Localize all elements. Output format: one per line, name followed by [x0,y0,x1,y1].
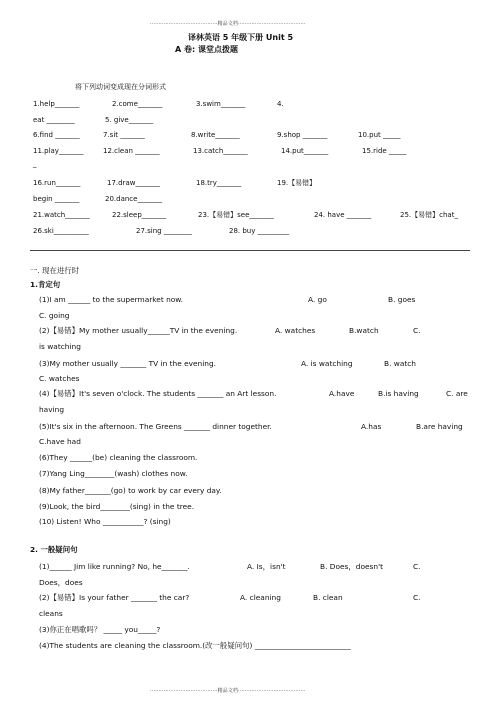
verb-item: 14.put_______ [281,147,329,155]
verb-item: 8.write_______ [191,131,240,139]
option-a: A. Is，isn't [247,562,286,571]
verb-item: 24. have _______ [314,211,372,219]
verb-item: 9.shop _______ [277,131,328,139]
question-text: (8)My father_______(go) to work by car every day. [39,486,222,495]
question-text: (3)你正在唱歌吗？ _____ you_____? [39,625,161,634]
question-text: (3)My mother usually _______ TV in the evening. [39,359,217,368]
worksheet-title: 译林英语 5 年级下册 Unit 5 [188,33,294,42]
verb-item: 27.sing ________ [136,227,192,235]
verb-item: begin _______ [33,195,80,203]
verb-item: 13.catch_______ [193,147,248,155]
option-b: B. clean [313,593,343,602]
option-c: C. going [39,311,70,320]
verb-item: 11.play_______ [33,147,84,155]
verb-item: 25.【易错】chat_ [400,211,458,219]
option-c: C.have had [39,437,81,446]
option-c: C. [413,326,421,335]
question-text: (2)【易错】My mother usually______TV in the evening. [39,326,238,335]
option-a: A. is watching [301,359,353,368]
verb-item: 26.ski__________ [33,227,89,235]
option-c-cont: Does，does [39,578,83,587]
option-a: A. cleaning [240,593,281,602]
question-text: (10) Listen! Who ___________? (sing) [39,517,171,526]
instruction-text: 将下列动词变成现在分词形式 [75,83,166,91]
option-b: B.is having [378,389,419,398]
option-c: C. watches [39,374,80,383]
question-text: (4)【易错】It's seven o'clock. The students _______ an Art lesson. [39,389,277,398]
question-text: (2)【易错】Is your father _______ the car? [39,593,190,602]
verb-item: 5. give_______ [105,116,154,124]
option-b: B. Does，doesn't [320,562,383,571]
subsection-heading: 2. 一般疑问句 [30,545,78,554]
section-divider [30,250,470,251]
page-header: ········································精品文档········································ [150,21,306,27]
verb-item: 3.swim_______ [196,100,246,108]
worksheet-subtitle: A 卷: 课堂点拨题 [175,45,238,54]
option-c: C. [413,562,421,571]
question-text: (4)The students are cleaning the classroom.(改一般疑问句) __________________________ [39,641,351,650]
verb-item: 10.put _____ [358,131,401,139]
verb-item: 28. buy _________ [229,227,290,235]
verb-item: 17.draw_______ [107,179,160,187]
verb-item: 21.watch_______ [33,211,90,219]
verb-item: 20.dance_______ [105,195,162,203]
verb-item: 23.【易错】see_______ [198,211,274,219]
section-heading: 一. 现在进行时 [30,266,80,275]
verb-item: 12.clean _______ [103,147,160,155]
question-text: (1)I am ______ to the supermarket now. [39,295,184,304]
verb-item: 4. [277,100,284,108]
verb-item: 15.ride _____ [362,147,407,155]
option-a: A.has [361,422,382,431]
option-c: C. [413,593,421,602]
verb-item: 2.come_______ [112,100,163,108]
option-b: B.watch [349,326,379,335]
verb-item: _ [33,160,37,168]
subsection-heading: 1.肯定句 [30,280,61,289]
verb-item: 7.sit _______ [103,131,145,139]
verb-item: 18.try_______ [196,179,242,187]
verb-item: 16.run_______ [33,179,81,187]
option-c-cont: is watching [39,342,81,351]
option-b: B. goes [388,295,416,304]
option-c-cont: having [39,405,65,414]
option-b: B.are having [416,422,463,431]
option-a: A. watches [275,326,316,335]
verb-item: 1.help_______ [33,100,80,108]
verb-item: eat ________ [33,116,75,124]
option-c: C. are [446,389,468,398]
verb-item: 6.find _______ [33,131,80,139]
question-text: (9)Look, the bird________(sing) in the tree. [39,502,195,511]
option-a: A. go [308,295,327,304]
verb-item: 22.sleep_______ [112,211,167,219]
question-text: (1)______ Jim like running? No, he_______. [39,562,190,571]
question-text: (6)They ______(be) cleaning the classroom. [39,453,198,462]
option-c-cont: cleans [39,609,63,618]
page-footer: ········································精品文档········································ [150,688,306,694]
question-text: (5)It's six in the afternoon. The Greens _______ dinner together. [39,422,272,431]
option-a: A.have [329,389,355,398]
option-b: B. watch [384,359,416,368]
verb-item: 19.【易错】 [277,179,317,187]
question-text: (7)Yang Ling________(wash) clothes now. [39,469,188,478]
